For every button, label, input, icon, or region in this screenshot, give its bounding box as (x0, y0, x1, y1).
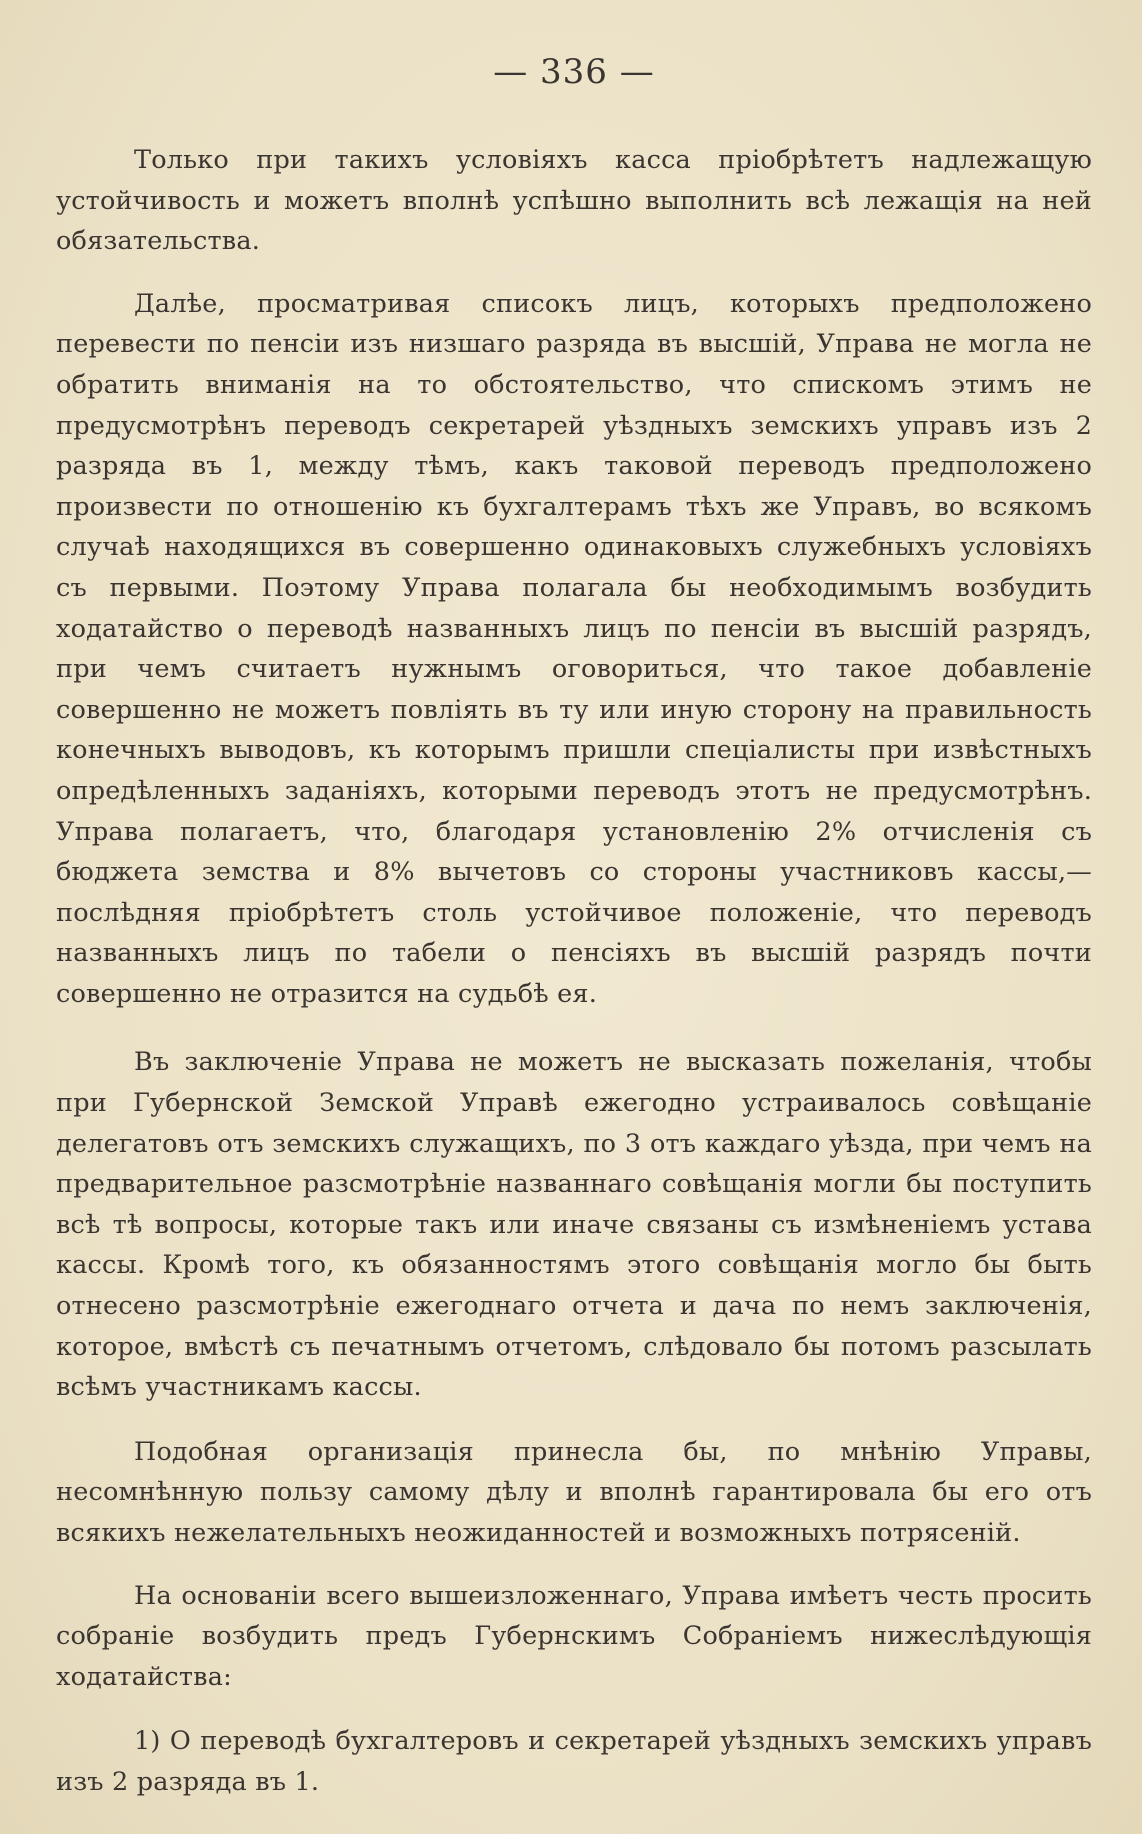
paragraph-6: 1) О переводѣ бухгалтеровъ и секретарей уѣздныхъ земскихъ управъ изъ 2 разряда въ 1. (56, 1726, 1092, 1797)
paragraph-1: Только при такихъ условіяхъ касса пріобрѣтетъ надлежащую устойчивость и можетъ вполнѣ успѣшно выполнить всѣ лежащія на ней обязательства. (56, 145, 1092, 257)
paragraph-2: Далѣе, просматривая списокъ лицъ, которыхъ предположено перевести по пенсіи изъ низшаго разряда въ высшій, Управа не могла не обратить вниманія на то обстоятельство, что спискомъ этимъ не предусмотрѣнъ переводъ секретарей уѣздныхъ земскихъ управъ изъ 2 разряда въ 1, между тѣмъ, какъ таковой переводъ предположено произвести по отношенію къ бухгалтерамъ тѣхъ же Управъ, во всякомъ случаѣ находящихся въ совершенно одинаковыхъ служебныхъ условіяхъ съ первыми. Поэтому Управа полагала бы необходимымъ возбудить ходатайство о переводѣ названныхъ лицъ по пенсіи въ высшій разрядъ, при чемъ считаетъ нужнымъ оговориться, что такое добавленіе совершенно не можетъ повліять въ ту или иную сторону на правильность конечныхъ выводовъ, къ которымъ пришли спеціалисты при извѣстныхъ опредѣленныхъ заданіяхъ, которыми переводъ этотъ не предусмотрѣнъ. Управа полагаетъ, что, благодаря установленію 2% отчисленія съ бюджета земства и 8% вычетовъ со стороны участниковъ кассы,—послѣдняя пріобрѣтетъ столь устойчивое положеніе, что переводъ названныхъ лицъ по табели о пенсіяхъ въ высшій разрядъ почти совершенно не отразится на судьбѣ ея. (56, 288, 1092, 1009)
paragraph-3: Въ заключеніе Управа не можетъ не высказать пожеланія, чтобы при Губернской Земской Управѣ ежегодно устраивалось совѣщаніе делегатовъ отъ земскихъ служащихъ, по 3 отъ каждаго уѣзда, при чемъ на предварительное разсмотрѣніе названнаго совѣщанія могли бы поступить всѣ тѣ вопросы, которые такъ или иначе связаны съ измѣненіемъ устава кассы. Кромѣ того, къ обязанностямъ этого совѣщанія могло бы быть отнесено разсмотрѣніе ежегоднаго отчета и дача по немъ заключенія, которое, вмѣстѣ съ печатнымъ отчетомъ, слѣдовало бы потомъ разсылать всѣмъ участникамъ кассы. (56, 1047, 1092, 1403)
paragraph-4: Подобная организація принесла бы, по мнѣнію Управы, несомнѣнную пользу самому дѣлу и вполнѣ гарантировала бы его отъ всякихъ нежелательныхъ неожиданностей и возможныхъ потрясеній. (56, 1436, 1092, 1548)
page-number: — 336 — (493, 52, 655, 92)
paragraph-5: На основаніи всего вышеизложеннаго, Управа имѣетъ честь просить собраніе возбудить предъ Губернскимъ Собраніемъ нижеслѣдующія ходатайства: (56, 1580, 1092, 1692)
